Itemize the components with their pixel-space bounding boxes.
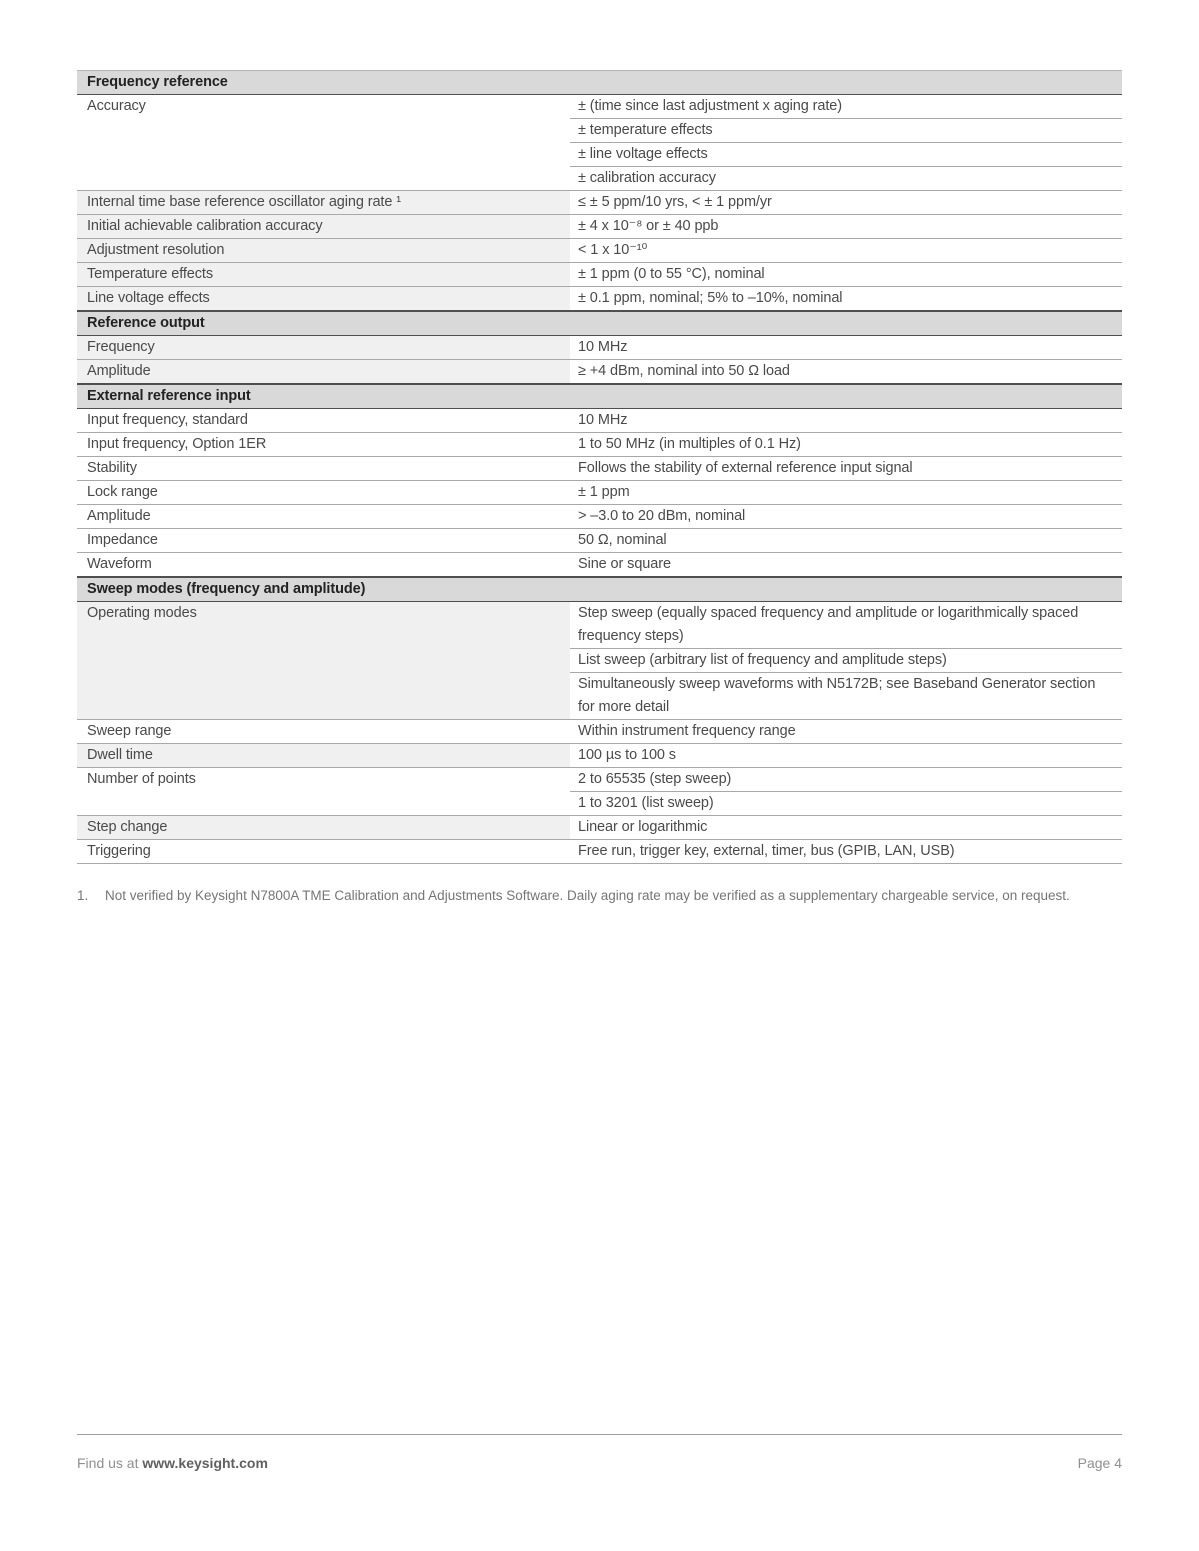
spec-value: ± line voltage effects xyxy=(570,143,1122,167)
table-row xyxy=(77,433,1122,457)
footnote-number: 1. xyxy=(77,888,89,903)
spec-label: Temperature effects xyxy=(77,263,570,287)
spec-value: 50 Ω, nominal xyxy=(570,529,1122,553)
spec-value: ≤ ± 5 ppm/10 yrs, < ± 1 ppm/yr xyxy=(570,191,1122,215)
table-row xyxy=(77,95,1122,119)
table-row xyxy=(77,360,1122,385)
spec-value: ± 1 ppm (0 to 55 °C), nominal xyxy=(570,263,1122,287)
spec-value: 10 MHz xyxy=(570,409,1122,433)
spec-label: Impedance xyxy=(77,529,570,553)
table-row xyxy=(77,816,1122,840)
spec-label: Waveform xyxy=(77,553,570,578)
page-number: Page 4 xyxy=(1077,1455,1122,1471)
spec-value: Free run, trigger key, external, timer, bus (GPIB, LAN, USB) xyxy=(570,840,1122,864)
spec-value: < 1 x 10⁻¹⁰ xyxy=(570,239,1122,263)
spec-value: ≥ +4 dBm, nominal into 50 Ω load xyxy=(570,360,1122,385)
table-row xyxy=(77,505,1122,529)
table-row xyxy=(77,602,1122,649)
spec-value: ± 0.1 ppm, nominal; 5% to –10%, nominal xyxy=(570,287,1122,312)
spec-label: Operating modes xyxy=(77,602,570,720)
spec-label: Dwell time xyxy=(77,744,570,768)
spec-value: 2 to 65535 (step sweep) xyxy=(570,768,1122,792)
spec-value: Sine or square xyxy=(570,553,1122,578)
spec-value: 100 µs to 100 s xyxy=(570,744,1122,768)
footnote xyxy=(77,886,1117,905)
spec-label: Line voltage effects xyxy=(77,287,570,312)
spec-label: Stability xyxy=(77,457,570,481)
spec-value: Follows the stability of external reference input signal xyxy=(570,457,1122,481)
table-row xyxy=(77,215,1122,239)
footer xyxy=(77,1455,1122,1471)
spec-label: Step change xyxy=(77,816,570,840)
spec-value: List sweep (arbitrary list of frequency and amplitude steps) xyxy=(570,649,1122,673)
spec-label: Sweep range xyxy=(77,720,570,744)
spec-value: Within instrument frequency range xyxy=(570,720,1122,744)
spec-label: Input frequency, Option 1ER xyxy=(77,433,570,457)
table-row xyxy=(77,239,1122,263)
spec-label: Amplitude xyxy=(77,505,570,529)
table-row xyxy=(77,287,1122,312)
table-row xyxy=(77,720,1122,744)
section-header: External reference input xyxy=(77,384,1122,409)
table-row xyxy=(77,744,1122,768)
spec-value: > –3.0 to 20 dBm, nominal xyxy=(570,505,1122,529)
spec-label: Frequency xyxy=(77,336,570,360)
spec-value: Step sweep (equally spaced frequency and amplitude or logarithmically spaced frequency steps) xyxy=(570,602,1122,649)
spec-value: ± calibration accuracy xyxy=(570,167,1122,191)
table-row xyxy=(77,191,1122,215)
spec-value: ± 4 x 10⁻⁸ or ± 40 ppb xyxy=(570,215,1122,239)
footer-divider xyxy=(77,1434,1122,1435)
keysight-website-link[interactable]: www.keysight.com xyxy=(142,1455,268,1471)
spec-table xyxy=(77,70,1122,864)
spec-label: Internal time base reference oscillator aging rate ¹ xyxy=(77,191,570,215)
table-row xyxy=(77,336,1122,360)
spec-table-body xyxy=(77,71,1122,864)
spec-label: Number of points xyxy=(77,768,570,816)
table-row xyxy=(77,457,1122,481)
table-row xyxy=(77,768,1122,792)
table-row xyxy=(77,840,1122,864)
spec-label: Triggering xyxy=(77,840,570,864)
spec-value: Linear or logarithmic xyxy=(570,816,1122,840)
section-header: Frequency reference xyxy=(77,71,1122,95)
find-us-text xyxy=(77,1455,268,1471)
find-us-label: Find us at xyxy=(77,1455,143,1471)
section-header: Sweep modes (frequency and amplitude) xyxy=(77,577,1122,602)
spec-label: Adjustment resolution xyxy=(77,239,570,263)
table-row xyxy=(77,409,1122,433)
spec-label: Initial achievable calibration accuracy xyxy=(77,215,570,239)
spec-value: 1 to 3201 (list sweep) xyxy=(570,792,1122,816)
spec-value: ± (time since last adjustment x aging rate) xyxy=(570,95,1122,119)
spec-value: 1 to 50 MHz (in multiples of 0.1 Hz) xyxy=(570,433,1122,457)
spec-value: 10 MHz xyxy=(570,336,1122,360)
table-row xyxy=(77,263,1122,287)
spec-value: Simultaneously sweep waveforms with N5172B; see Baseband Generator section for more detail xyxy=(570,673,1122,720)
spec-label: Lock range xyxy=(77,481,570,505)
spec-value: ± temperature effects xyxy=(570,119,1122,143)
table-row xyxy=(77,481,1122,505)
spec-label: Input frequency, standard xyxy=(77,409,570,433)
spec-value: ± 1 ppm xyxy=(570,481,1122,505)
table-row xyxy=(77,553,1122,578)
table-row xyxy=(77,529,1122,553)
footnote-text: Not verified by Keysight N7800A TME Calibration and Adjustments Software. Daily aging rate may be verified as a supplementary chargeable service, on request. xyxy=(105,888,1070,903)
spec-label: Amplitude xyxy=(77,360,570,385)
spec-label: Accuracy xyxy=(77,95,570,191)
section-header: Reference output xyxy=(77,311,1122,336)
